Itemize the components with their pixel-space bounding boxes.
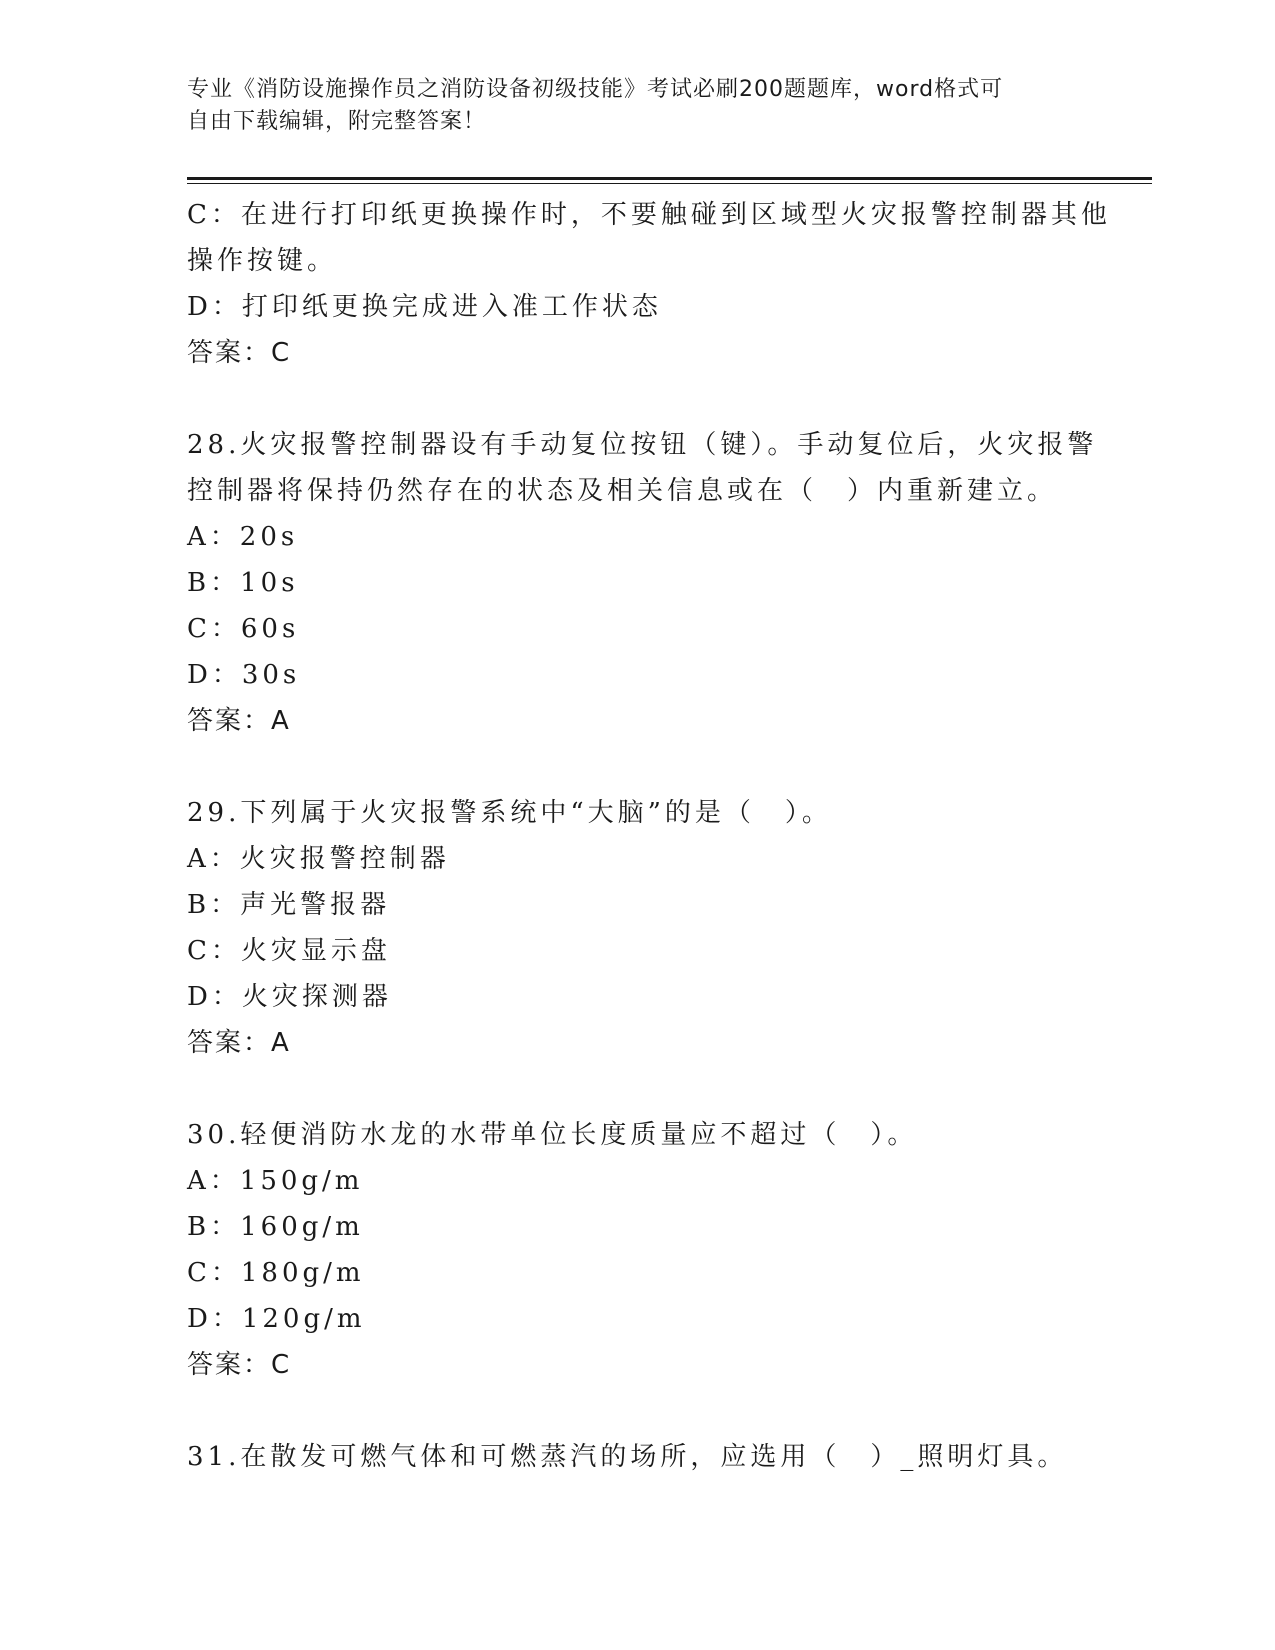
answer: 答案：A [187, 706, 291, 736]
answer: 答案：A [187, 1028, 291, 1058]
option-b: B：160g/m [187, 1212, 364, 1242]
option-c-continued: 操作按键。 [187, 246, 338, 276]
question-content [187, 192, 1111, 1480]
option-a: A：火灾报警控制器 [187, 844, 450, 874]
option-b: B：10s [187, 568, 299, 598]
answer: 答案：C [187, 338, 292, 368]
option-d: D：打印纸更换完成进入准工作状态 [187, 292, 662, 322]
option-a: A：150g/m [187, 1166, 364, 1196]
option-d: D：120g/m [187, 1304, 366, 1334]
option-c: C：火灾显示盘 [187, 936, 391, 966]
option-b: B：声光警报器 [187, 890, 391, 920]
header-line-2: 自由下载编辑，附完整答案！ [187, 109, 487, 134]
question-stem: 30.轻便消防水龙的水带单位长度质量应不超过（ ）。 [187, 1120, 918, 1150]
option-d: D：30s [187, 660, 301, 690]
option-c: C：180g/m [187, 1258, 365, 1288]
document-header [187, 74, 1067, 138]
answer: 答案：C [187, 1350, 292, 1380]
header-line-1: 专业《消防设施操作员之消防设备初级技能》考试必刷200题题库，word格式可 [187, 77, 1004, 102]
header-rule-thin [187, 183, 1152, 184]
question-stem: 29.下列属于火灾报警系统中“大脑”的是（ ）。 [187, 798, 832, 828]
question-stem: 31.在散发可燃气体和可燃蒸汽的场所，应选用（ ）_照明灯具。 [187, 1442, 1068, 1472]
header-rule-thick [187, 177, 1152, 180]
question-stem: 28.火灾报警控制器设有手动复位按钮（键）。手动复位后，火灾报警 [187, 430, 1098, 460]
option-c: C：60s [187, 614, 300, 644]
option-c: C：在进行打印纸更换操作时，不要触碰到区域型火灾报警控制器其他 [187, 200, 1111, 230]
option-d: D：火灾探测器 [187, 982, 392, 1012]
option-a: A：20s [187, 522, 299, 552]
question-stem-continued: 控制器将保持仍然存在的状态及相关信息或在（ ）内重新建立。 [187, 476, 1058, 506]
